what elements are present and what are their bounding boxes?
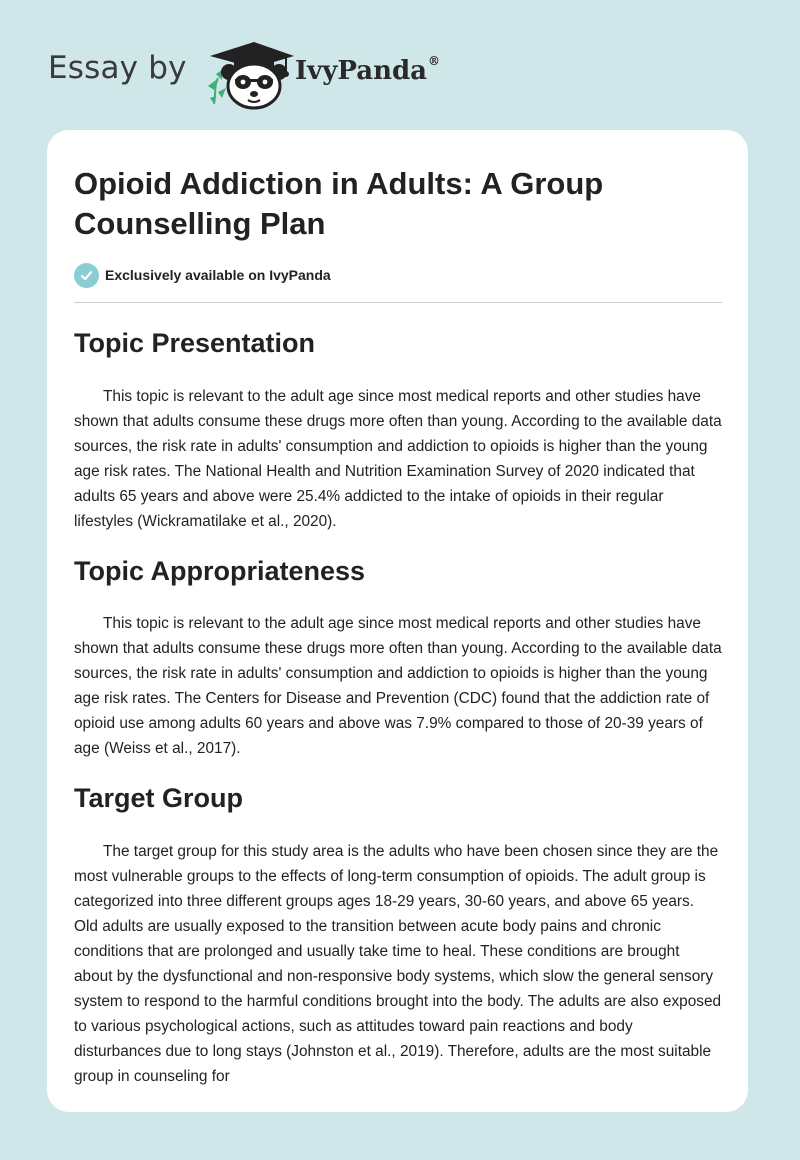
- essay-by-label: Essay by: [48, 50, 187, 86]
- section-heading-topic-presentation: Topic Presentation: [74, 328, 316, 358]
- section-heading-target-group: Target Group: [74, 783, 244, 813]
- exclusive-label: Exclusively available on IvyPanda: [105, 267, 331, 283]
- section-text-target-group: The target group for this study area is the adults who have been chosen since they are the most vulnerable groups to the effects of long-term consumption of opioids. The adult group is categorized into three different groups ages 18-29 years, 30-60 years, and above 65 years. Old adults are usually exposed to the transition between acute body pains and chronic conditions that are prolonged and usually take time to heal. These conditions are brought about by the dysfunctional and non-responsive body systems, which slow the general sensory system to respond to the harmful conditions brought into the body. The adults are also exposed to various psychological actions, such as attitudes toward pain reactions and body disturbances due to long stays (Johnston et al., 2019). Therefore, adults are the most suitable group in counseling for: [74, 843, 722, 1085]
- page-title: Opioid Addiction in Adults: A Group Counselling Plan: [74, 166, 604, 241]
- brand-name: IvyPanda®: [295, 54, 441, 86]
- article-card: [47, 130, 748, 1112]
- check-icon: [74, 263, 99, 288]
- divider: [74, 302, 722, 303]
- site-header: [48, 34, 508, 110]
- section-heading-topic-appropriateness: Topic Appropriateness: [74, 556, 366, 586]
- ivypanda-logo-icon[interactable]: [200, 34, 296, 110]
- registered-mark: ®: [428, 54, 441, 69]
- section-text-topic-appropriateness: This topic is relevant to the adult age since most medical reports and other studies have shown that adults consume these drugs more often than young. According to the available data sources, the risk rate in adults' consumption and addiction to opioids is higher than the young age risk rates. The Centers for Disease and Prevention (CDC) found that the addiction rate of opioid use among adults 60 years and above was 7.9% compared to those of 20-39 years of age (Weiss et al., 2017).: [74, 615, 722, 757]
- exclusive-badge: [74, 262, 331, 288]
- section-text-topic-presentation: This topic is relevant to the adult age since most medical reports and other studies have shown that adults consume these drugs more often than young. According to the available data sources, the risk rate in adults' consumption and addiction to opioids is higher than the young age risk rates. The National Health and Nutrition Examination Survey of 2020 indicated that adults 65 years and above were 25.4% addicted to the intake of opioids in their regular lifestyles (Wickramatilake et al., 2020).: [74, 388, 722, 530]
